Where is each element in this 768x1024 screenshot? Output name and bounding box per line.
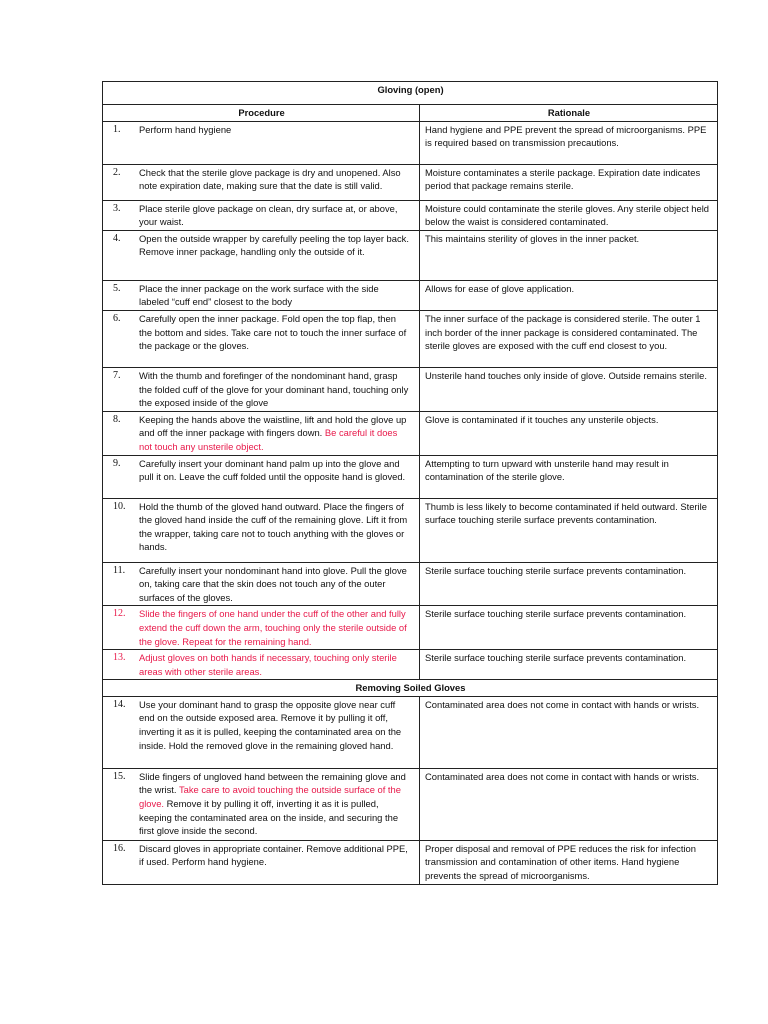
procedure-text-segment: Remove it by pulling it off, inverting it as it is pulled, keeping the contaminated area on the inside, and securing the first glove inside the second.	[139, 798, 399, 837]
table-row	[103, 367, 718, 411]
procedure-text-segment: Discard gloves in appropriate container. Remove additional PPE, if used. Perform hand hygiene.	[139, 842, 408, 868]
table-row	[103, 230, 718, 280]
procedure-text	[139, 312, 415, 353]
rationale-cell: Allows for ease of glove application.	[420, 280, 718, 310]
caution-text: Slide the fingers of one hand under the cuff of the other and fully extend the cuff down the arm, touching only the sterile outside of the glove. Repeat for the remaining hand.	[139, 608, 407, 647]
rationale-cell: Sterile surface touching sterile surface prevents contamination.	[420, 650, 718, 680]
step-number: 3.	[113, 202, 121, 214]
table-row	[103, 696, 718, 768]
rationale-cell: Unsterile hand touches only inside of glove. Outside remains sterile.	[420, 367, 718, 411]
procedure-cell	[103, 455, 420, 498]
procedure-cell	[103, 164, 420, 200]
procedure-text-segment: Perform hand hygiene	[139, 123, 232, 135]
procedure-text-segment: Carefully insert your dominant hand palm up into the glove and pull it on. Leave the cuff folded until the opposite hand is gloved.	[139, 457, 406, 483]
procedure-text	[139, 770, 415, 838]
procedure-cell	[103, 411, 420, 455]
procedure-text-segment: Hold the thumb of the gloved hand outward. Place the fingers of the gloved hand inside the cuff of the remaining glove. Lift it from the wrapper, taking care not to touch anything with the gloves or hands.	[139, 500, 408, 553]
caution-text: Take care to avoid touching the outside surface of the glove.	[139, 784, 401, 810]
procedure-text-segment: Open the outside wrapper by carefully peeling the top layer back. Remove inner package, handling only the outside of it.	[139, 232, 409, 258]
step-number: 14.	[113, 698, 126, 710]
procedure-text-segment: Check that the sterile glove package is dry and unopened. Also note expiration date, making sure that the date is still valid.	[139, 166, 401, 192]
table-row	[103, 164, 718, 200]
rationale-cell: Sterile surface touching sterile surface prevents contamination.	[420, 606, 718, 650]
table-row	[103, 650, 718, 680]
table-header-row	[103, 105, 718, 122]
procedure-cell	[103, 280, 420, 310]
rationale-cell: Moisture contaminates a sterile package. Expiration date indicates period that package remains sterile.	[420, 164, 718, 200]
step-number: 6.	[113, 312, 121, 324]
table-row	[103, 200, 718, 230]
procedure-cell	[103, 230, 420, 280]
table-row	[103, 310, 718, 367]
step-number: 10.	[113, 500, 126, 512]
table-row	[103, 455, 718, 498]
step-number: 9.	[113, 457, 121, 469]
table-row	[103, 768, 718, 840]
procedure-cell	[103, 200, 420, 230]
procedure-cell	[103, 650, 420, 680]
procedure-text-segment: Use your dominant hand to grasp the opposite glove near cuff end on the outside exposed area. Remove it by pulling it off, inverting it as it is pulled, keeping the contaminated area on the inside. Hold the removed glove in the remaining gloved hand.	[139, 698, 402, 751]
step-number: 7.	[113, 369, 121, 381]
procedure-text	[139, 698, 415, 752]
procedure-cell	[103, 121, 420, 164]
procedure-cell-wrap	[108, 607, 415, 648]
procedure-cell-wrap	[108, 202, 415, 229]
procedure-text-segment: Place the inner package on the work surface with the side labeled “cuff end” closest to the body	[139, 282, 379, 308]
table-row	[103, 562, 718, 606]
rationale-cell: Proper disposal and removal of PPE reduces the risk for infection transmission and contamination of other items. Hand hygiene prevents the spread of microorganisms.	[420, 840, 718, 884]
step-number: 11.	[113, 564, 126, 576]
procedure-cell-wrap	[108, 413, 415, 454]
procedure-cell-wrap	[108, 842, 415, 869]
procedure-text	[139, 413, 415, 454]
procedure-cell	[103, 768, 420, 840]
procedure-cell-wrap	[108, 500, 415, 554]
steps-body	[103, 121, 718, 680]
procedure-cell-wrap	[108, 698, 415, 752]
table-title-row	[103, 82, 718, 105]
procedure-cell-wrap	[108, 770, 415, 838]
caution-text: Adjust gloves on both hands if necessary, touching only sterile areas with other sterile areas.	[139, 652, 397, 677]
procedure-cell	[103, 606, 420, 650]
section-row	[103, 680, 718, 697]
table-row	[103, 280, 718, 310]
procedure-cell-wrap	[108, 232, 415, 259]
step-number: 1.	[113, 123, 121, 135]
table-row	[103, 498, 718, 562]
procedure-text	[139, 232, 415, 259]
procedure-cell-wrap	[108, 312, 415, 353]
rationale-cell: Contaminated area does not come in contact with hands or wrists.	[420, 696, 718, 768]
procedure-cell	[103, 562, 420, 606]
step-number: 16.	[113, 842, 126, 854]
step-number: 12.	[113, 608, 126, 620]
procedure-cell-wrap	[108, 457, 415, 484]
table-row	[103, 121, 718, 164]
procedure-text	[139, 123, 415, 137]
procedure-text-segment: Slide fingers of ungloved hand between the remaining glove and the wrist.	[139, 770, 406, 796]
procedure-text	[139, 500, 415, 554]
rationale-cell: Sterile surface touching sterile surface prevents contamination.	[420, 562, 718, 606]
removal-steps-body	[103, 696, 718, 884]
rationale-cell: Attempting to turn upward with unsterile hand may result in contamination of the sterile glove.	[420, 455, 718, 498]
procedure-text	[139, 607, 415, 648]
procedure-text	[139, 457, 415, 484]
rationale-cell: This maintains sterility of gloves in the inner packet.	[420, 230, 718, 280]
table-row	[103, 606, 718, 650]
step-number: 2.	[113, 166, 121, 178]
procedure-text	[139, 369, 415, 410]
rationale-cell: Contaminated area does not come in contact with hands or wrists.	[420, 768, 718, 840]
procedure-text	[139, 166, 415, 193]
rationale-cell: Moisture could contaminate the sterile gloves. Any sterile object held below the waist is considered contaminated.	[420, 200, 718, 230]
rationale-cell: Hand hygiene and PPE prevent the spread of microorganisms. PPE is required based on transmission precautions.	[420, 121, 718, 164]
procedure-cell	[103, 840, 420, 884]
procedure-text	[139, 842, 415, 869]
step-number: 8.	[113, 413, 121, 425]
procedure-cell	[103, 367, 420, 411]
rationale-cell: The inner surface of the package is considered sterile. The outer 1 inch border of the inner package is considered contaminated. The sterile gloves are exposed with the cuff end closest to you.	[420, 310, 718, 367]
procedure-cell-wrap	[108, 166, 415, 193]
section-title: Removing Soiled Gloves	[103, 680, 718, 697]
procedure-text-segment: Place sterile glove package on clean, dry surface at, or above, your waist.	[139, 202, 398, 228]
procedure-text-segment: With the thumb and forefinger of the nondominant hand, grasp the folded cuff of the glove for your dominant hand, touching only the exposed inside of the glove	[139, 369, 409, 409]
table-row	[103, 411, 718, 455]
procedure-cell-wrap	[108, 651, 415, 678]
procedure-text	[139, 202, 415, 229]
procedure-text	[139, 651, 415, 678]
procedure-text	[139, 282, 415, 309]
step-number: 4.	[113, 232, 121, 244]
rationale-header: Rationale	[420, 105, 718, 122]
step-number: 13.	[113, 652, 126, 664]
procedure-header: Procedure	[103, 105, 420, 122]
procedure-cell	[103, 696, 420, 768]
procedure-cell-wrap	[108, 369, 415, 410]
procedure-cell-wrap	[108, 564, 415, 605]
procedure-text-segment: Carefully open the inner package. Fold open the top flap, then the bottom and sides. Take care not to touch the inner surface of the package or the gloves.	[139, 312, 407, 352]
procedure-text	[139, 564, 415, 605]
table-title: Gloving (open)	[103, 82, 718, 105]
procedure-cell	[103, 498, 420, 562]
procedure-cell-wrap	[108, 123, 415, 137]
procedure-text-segment: Keeping the hands above the waistline, lift and hold the glove up and off the inner package with fingers down.	[139, 413, 407, 439]
rationale-cell: Thumb is less likely to become contaminated if held outward. Sterile surface touching sterile surface prevents contamination.	[420, 498, 718, 562]
step-number: 5.	[113, 282, 121, 294]
rationale-cell: Glove is contaminated if it touches any unsterile objects.	[420, 411, 718, 455]
procedure-cell-wrap	[108, 282, 415, 309]
table-row	[103, 840, 718, 884]
caution-text: Be careful it does not touch any unsterile object.	[139, 427, 398, 452]
procedure-cell	[103, 310, 420, 367]
step-number: 15.	[113, 770, 126, 782]
gloving-procedure-table	[102, 81, 718, 885]
procedure-text-segment: Carefully insert your nondominant hand into glove. Pull the glove on, taking care that the skin does not touch any of the outer surfaces of the gloves.	[139, 564, 407, 603]
